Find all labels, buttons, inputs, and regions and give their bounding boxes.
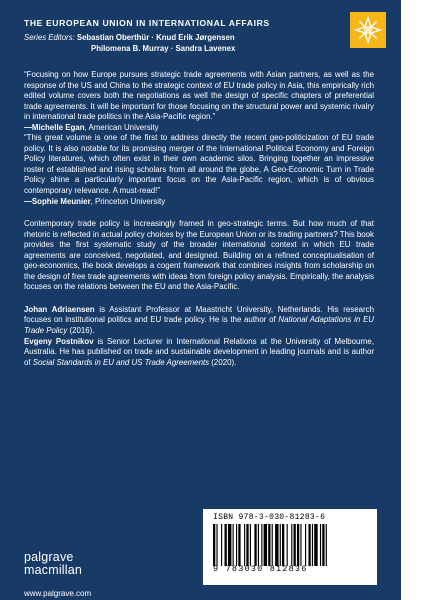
endorser-name-1: —Michelle Egan: [24, 122, 85, 132]
palgrave-star-icon: [350, 12, 386, 48]
endorser-affiliation-1: , American University: [84, 122, 159, 132]
author-bio-1: Johan Adriaensen is Assistant Professor at Maastricht University, Netherlands. His research focuses on institutional politics and EU trade policy. He is the author of National Adaptations in EU Trade Policy (2016).: [24, 304, 374, 336]
series-editors-line2: Philomena B. Murray · Sandra Lavenex: [91, 44, 236, 53]
isbn-text: ISBN 978-3-030-81283-6: [213, 513, 326, 522]
publisher-name-line2: macmillan: [24, 563, 83, 577]
series-editors: [24, 32, 235, 54]
series-editors-line1: Sebastian Oberthür · Knud Erik Jørgensen: [76, 33, 235, 42]
back-cover-text: [24, 70, 374, 368]
endorsement-quote-1: “Focusing on how Europe pursues strategic trade agreements with Asian partners, as well as the response of the US and China to the strategic context of EU trade policy in Asia, this empirically rich edited volume covers both the negotiations as well the design of specific chapters of preferential trade agreements. It will be important for those focusing on the structural power and systemic rivalry in international trade politics in the Asia-Pacific region.”: [24, 70, 374, 122]
book-description: Contemporary trade policy is increasingly framed in geo-strategic terms. But how much of that rhetoric is reflected in actual policy choices by the European Union or its trading partners? This book provides the first systematic study of the broader international context in which EU trade agreements are conceived, negotiated, and designed. Building on a refined conceptualisation of geo-economics, the book develops a cogent framework that combines insights from scholarship on the design of free trade agreements with ideas from foreign policy analysis. Empirically, the analysis focuses on the relations between the EU and the Asia-Pacific.: [24, 219, 374, 292]
endorsement-attribution-2: [24, 197, 374, 208]
author-name-2: Evgeny Postnikov: [24, 336, 94, 346]
publisher-logo: [24, 551, 82, 577]
series-title: THE EUROPEAN UNION IN INTERNATIONAL AFFAIRS: [24, 18, 270, 28]
barcode-box: [203, 509, 377, 585]
publisher-url: www.palgrave.com: [24, 589, 92, 598]
author-book-title-1: National Adaptations in EU Trade Policy: [24, 315, 374, 336]
publisher-name-line1: palgrave: [24, 550, 74, 564]
endorsement-attribution-1: [24, 123, 374, 134]
spine-edge: [401, 0, 423, 600]
series-editors-label: Series Editors:: [24, 33, 75, 42]
endorser-affiliation-2: , Princeton University: [90, 196, 166, 206]
endorsement-quote-2: “This great volume is one of the first to address directly the recent geo-politicization of EU trade policy. It is also notable for its promising merger of the International Political Economy and Foreign Policy literatures, which often exist in their own academic silos. Bringing together an impressive roster of established and rising scholars from all around the globe, A Geo-Economic Turn in Trade Policy shine a particularly important focus on the Asia-Pacific region, which is of obvious contemporary relevance. A must-read!”: [24, 133, 374, 196]
author-bio-2: Evgeny Postnikov is Senior Lecturer in International Relations at the University of Melbourne, Australia. He has published on trade and sustainable development in leading journals and is author of Social Standards in EU and US Trade Agreements (2020).: [24, 336, 375, 367]
author-name-1: Johan Adriaensen: [24, 304, 95, 314]
author-book-title-2: Social Standards in EU and US Trade Agreements: [32, 357, 210, 367]
barcode-digits: 9 783030 812836: [213, 564, 308, 574]
endorser-name-2: —Sophie Meunier: [24, 196, 91, 206]
barcode-icon: [213, 524, 367, 566]
